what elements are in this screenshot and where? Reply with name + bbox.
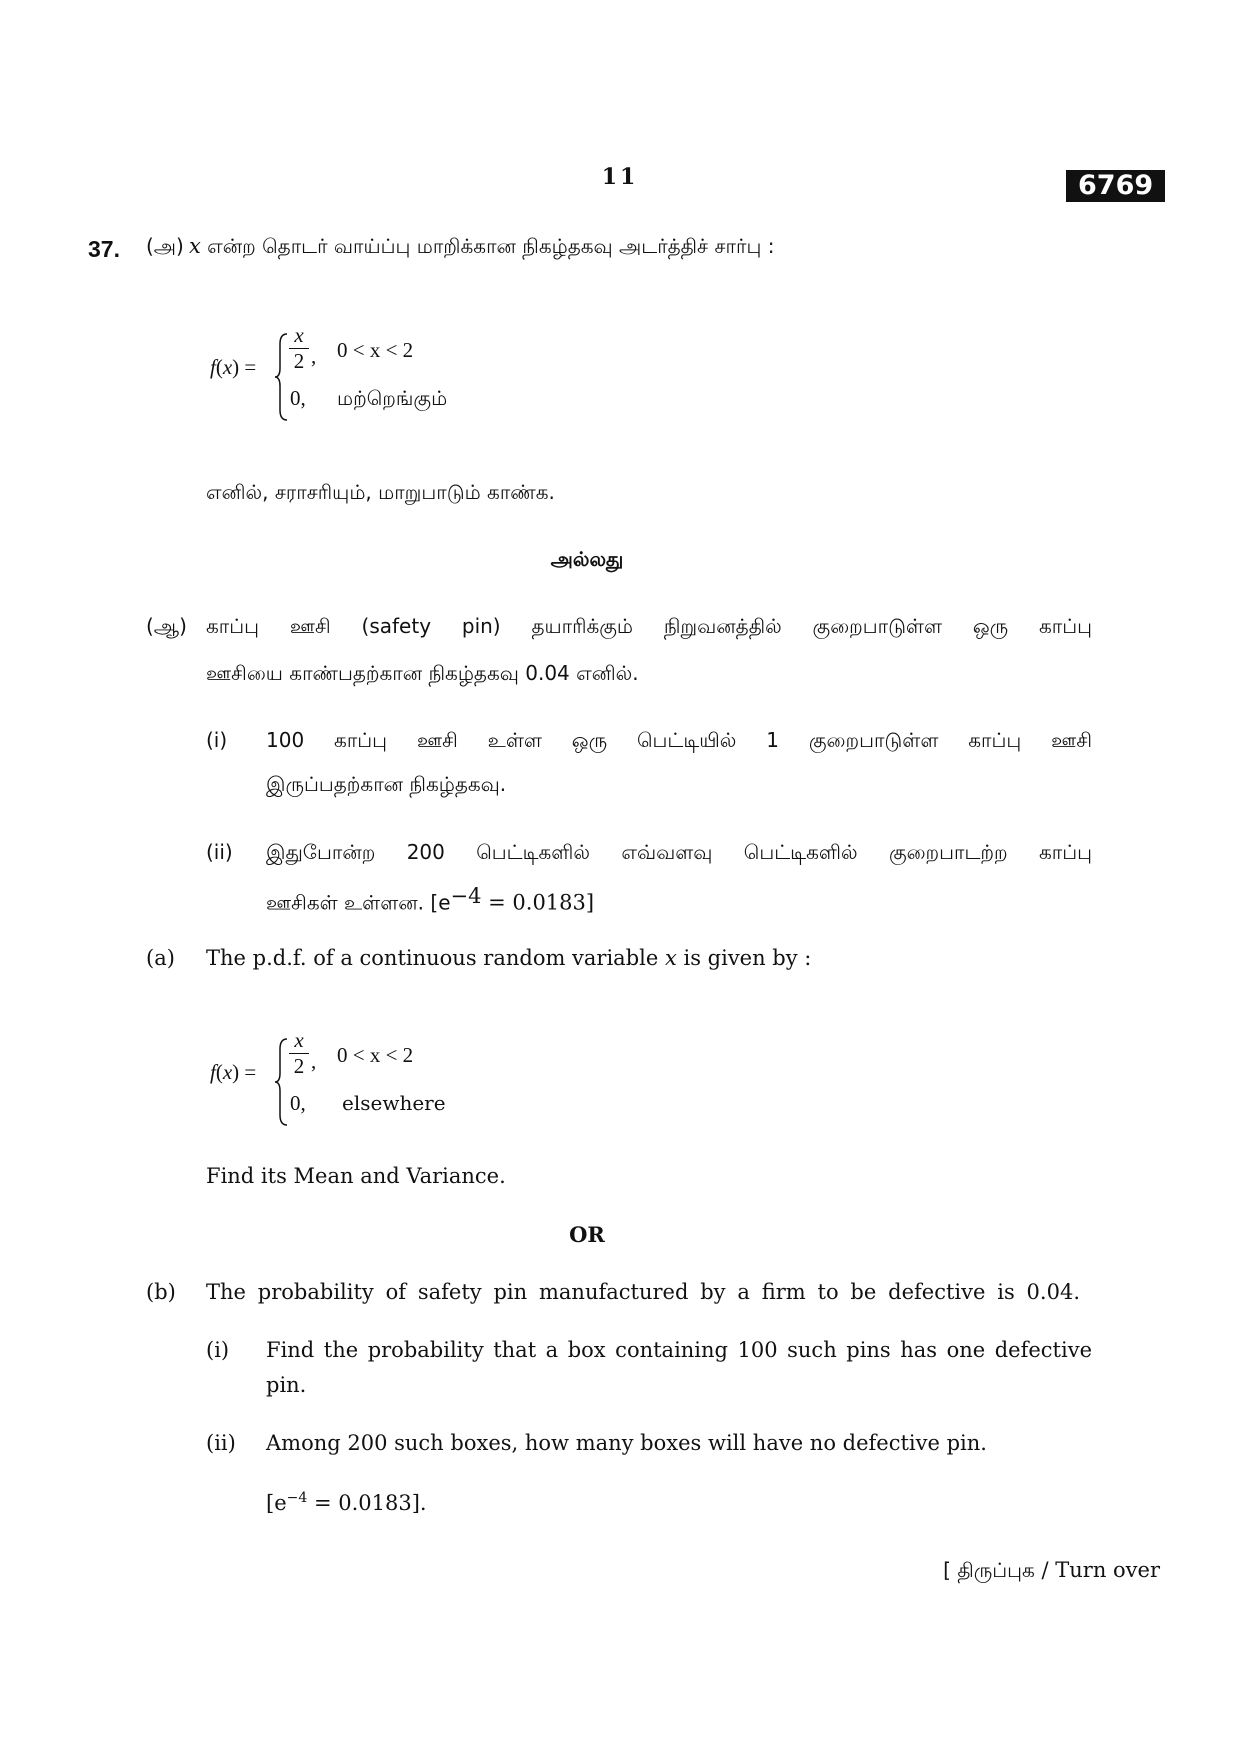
turn-over-footer [943, 1558, 1160, 1585]
tamil-part-b-label: (ஆ) [146, 614, 187, 638]
fraction-denominator: 2 [293, 1054, 305, 1078]
tamil-find-text: எனில், சராசரியும், மாறுபாடும் காண்க. [206, 480, 555, 504]
formula-lhs: f(x) = [210, 355, 257, 379]
english-part-b-label: (b) [146, 1280, 176, 1304]
fraction-numerator: x [294, 323, 304, 347]
tamil-part-a-label: (அ) [146, 234, 184, 258]
footer-english: Turn over [1055, 1558, 1160, 1582]
tamil-sub-i-line2: இருப்பதற்கான நிகழ்தகவு. [266, 772, 507, 796]
fraction-denominator: 2 [293, 349, 305, 373]
tamil-sub-ii-line1: இதுபோன்ற 200 பெட்டிகளில் எவ்வளவு பெட்டிகளில் குறைபாடற்ற காப்பு [266, 840, 1092, 864]
left-brace-icon [274, 332, 288, 422]
given-sup: −4 [286, 1490, 308, 1506]
formula-condition-2: மற்றெங்கும் [337, 386, 448, 410]
given-pre: [e [266, 1491, 287, 1515]
tamil-sub-ii-end: = 0.0183] [481, 890, 595, 915]
question-number: 37. [88, 236, 120, 262]
formula-fraction [288, 322, 310, 373]
tamil-part-a-line [146, 234, 774, 261]
formula-lhs: f(x) = [210, 1060, 257, 1084]
tamil-sub-ii-sup: −4 [450, 884, 482, 908]
tamil-or-text: அல்லது [550, 547, 624, 571]
english-sub-ii-label: (ii) [206, 1431, 236, 1455]
english-part-a-end: is given by : [676, 946, 812, 970]
fraction-numerator: x [294, 1028, 304, 1052]
tamil-part-b-line2: ஊசியை காண்பதற்கான நிகழ்தகவு 0.04 எனில். [206, 661, 639, 685]
footer-separator: / [1034, 1558, 1056, 1582]
formula-condition-1: 0 < x < 2 [337, 1043, 414, 1067]
tamil-part-b-line1: காப்பு ஊசி (safety pin) தயாரிக்கும் நிறுவனத்தில் குறைபாடுள்ள ஒரு காப்பு [206, 614, 1092, 638]
english-part-b-text: The probability of safety pin manufactured by a firm to be defective is 0.04. [206, 1280, 1080, 1304]
english-part-a-line [206, 946, 811, 970]
tamil-sub-ii-label: (ii) [206, 840, 233, 864]
english-sub-i-label: (i) [206, 1338, 230, 1362]
english-pdf-formula: f(x) = x 2 , 0 < x < 2 0, elsewhere [210, 1027, 530, 1127]
formula-fraction [288, 1027, 310, 1078]
tamil-pdf-formula: f(x) = x 2 , 0 < x < 2 0, மற்றெங்கும் [210, 322, 530, 422]
english-or-text: OR [569, 1222, 605, 1247]
english-part-a-label: (a) [146, 946, 175, 970]
english-part-a-var: x [664, 946, 677, 970]
formula-condition-1: 0 < x < 2 [337, 338, 414, 362]
tamil-sub-ii-line2 [266, 884, 594, 917]
given-end: = 0.0183]. [307, 1491, 427, 1515]
english-sub-i-line2: pin. [266, 1373, 307, 1397]
tamil-sub-ii-text: ஊசிகள் உள்ளன. [e [266, 890, 451, 915]
tamil-part-a-text: என்ற தொடர் வாய்ப்பு மாறிக்கான நிகழ்தகவு அடர்த்திச் சார்பு : [200, 234, 775, 258]
english-part-a-text: The p.d.f. of a continuous random variable [206, 946, 665, 970]
english-given-value [266, 1490, 427, 1515]
english-find-text: Find its Mean and Variance. [206, 1164, 506, 1188]
footer-tamil: [ திருப்புக [943, 1558, 1035, 1582]
formula-zero: 0, [290, 1091, 306, 1115]
english-sub-i-line1: Find the probability that a box containing 100 such pins has one defective [266, 1338, 1092, 1362]
tamil-sub-i-label: (i) [206, 728, 228, 752]
formula-zero: 0, [290, 386, 306, 410]
left-brace-icon [274, 1037, 288, 1127]
tamil-sub-i-line1: 100 காப்பு ஊசி உள்ள ஒரு பெட்டியில் 1 குறைபாடுள்ள காப்பு ஊசி [266, 728, 1092, 752]
formula-condition-2: elsewhere [342, 1091, 446, 1115]
tamil-part-a-var: x [188, 234, 201, 258]
paper-code-badge: 6769 [1066, 170, 1165, 202]
page-number: 11 [601, 164, 639, 190]
english-sub-ii-text: Among 200 such boxes, how many boxes will have no defective pin. [266, 1431, 987, 1455]
